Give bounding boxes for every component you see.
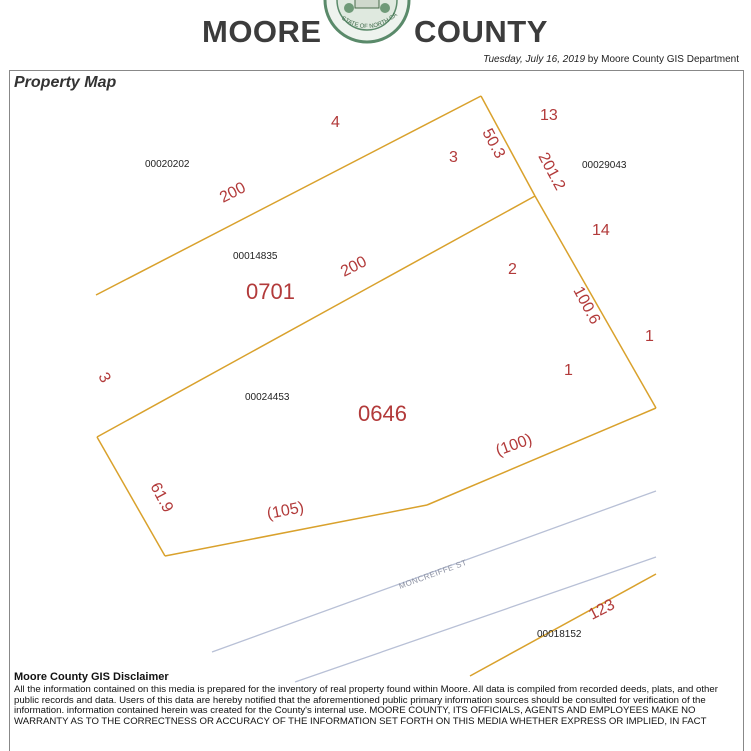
- parcel-line-middle: [97, 196, 535, 437]
- lot-number-label: 2: [508, 261, 517, 278]
- dimension-label: 200: [217, 179, 249, 207]
- county-title-right: COUNTY: [414, 14, 548, 49]
- dimension-label: (100): [493, 431, 535, 460]
- parcel-id-label: 00014835: [233, 251, 278, 262]
- lot-number-label: 13: [540, 107, 558, 124]
- dimension-label: 201.2: [534, 149, 569, 194]
- road-name-label: MONCREIFFE ST: [397, 557, 469, 591]
- lot-number-label: 4: [331, 114, 340, 131]
- disclaimer-text: All the information contained on this media is prepared for the inventory of real property found within Moore. All data is compiled from recorded deeds, plats, and other public records and data. Users of this data are hereby notified that the aforementioned public primary information sources should be consulted for verification of the information. information contained herein was created for the County's internal use. MOORE COUNTY, ITS OFFICIALS, AGENTS AND EMPLOYEES MAKE NO WARRANTY AS TO THE CORRECTNESS OR ACCURACY OF THE INFORMATION SET FORTH ON THIS MEDIA WHETHER EXPRESS OR IMPLIED, IN FACT: [14, 684, 718, 727]
- lot-number-label: 3: [449, 149, 458, 166]
- map-number-label: 0646: [358, 401, 407, 426]
- dimension-label: 200: [338, 253, 370, 281]
- parcel-line-south-east: [427, 408, 656, 505]
- dimension-label: 50.3: [478, 125, 509, 162]
- road-line-lower: [295, 557, 656, 682]
- dimension-label: 123: [586, 596, 618, 624]
- dimension-label: (105): [265, 499, 306, 523]
- lot-number-label: 1: [645, 328, 654, 345]
- parcel-line-top: [96, 96, 481, 295]
- county-title-left: MOORE: [202, 14, 322, 49]
- section-title: Property Map: [14, 74, 117, 91]
- parcel-lines: [96, 96, 656, 676]
- lot-number-labels: [94, 107, 654, 386]
- parcel-id-label: 00029043: [582, 160, 627, 171]
- print-source: by Moore County GIS Department: [585, 54, 739, 65]
- lot-number-label: 14: [592, 222, 610, 239]
- lot-number-label: 3: [94, 369, 114, 386]
- parcel-id-label: 00020202: [145, 159, 190, 170]
- disclaimer: [14, 671, 736, 727]
- dimension-labels: [146, 126, 617, 624]
- parcel-id-label: 00018152: [537, 629, 582, 640]
- map-number-labels: [246, 279, 407, 426]
- map-number-label: 0701: [246, 279, 295, 304]
- seal-text: STATE OF NORTH CA: [340, 12, 399, 31]
- dimension-label: 100.6: [569, 283, 604, 328]
- dimension-label: 61.9: [146, 479, 177, 516]
- lot-number-label: 1: [564, 362, 573, 379]
- print-date: Tuesday, July 16, 2019: [483, 54, 586, 65]
- parcel-id-label: 00024453: [245, 392, 290, 403]
- disclaimer-title: Moore County GIS Disclaimer: [14, 671, 169, 683]
